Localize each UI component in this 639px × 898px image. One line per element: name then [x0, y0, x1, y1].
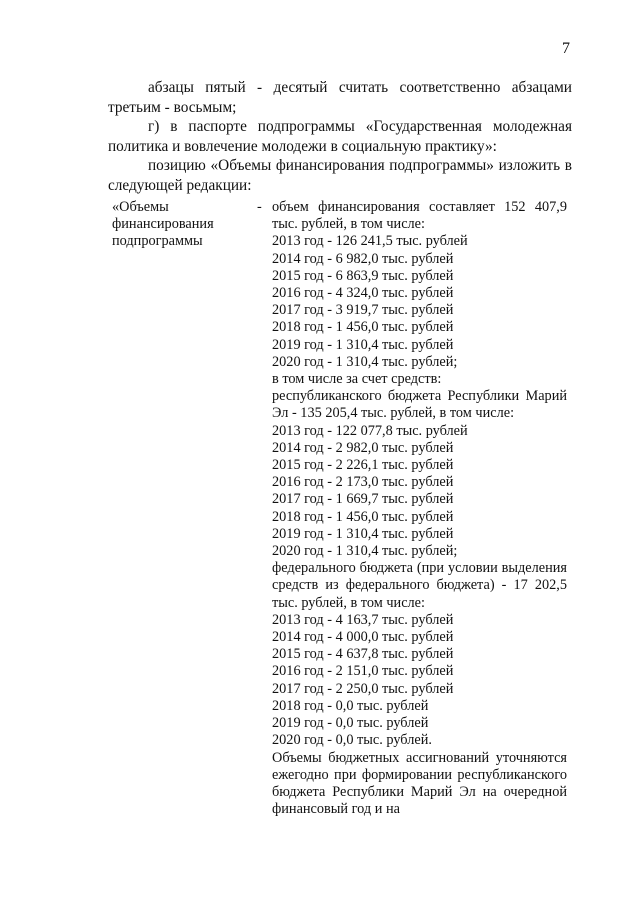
intro-paragraph-3: позицию «Объемы финансирования подпрограммы» изложить в следующей редакции:	[108, 157, 572, 194]
year-line: 2015 год - 6 863,9 тыс. рублей	[272, 267, 454, 284]
year-line: 2015 год - 4 637,8 тыс. рублей	[272, 646, 454, 663]
year-line: 2019 год - 1 310,4 тыс. рублей	[272, 336, 454, 353]
position-label-line: «Объемы	[112, 199, 169, 215]
clarification-text: Объемы бюджетных ассигнований уточняются ежегодно при формировании республиканского бюджета Республики Марий Эл на очередной финансовый год и на	[272, 749, 567, 818]
year-line: 2016 год - 4 324,0 тыс. рублей	[272, 285, 454, 302]
year-line: 2018 год - 1 456,0 тыс. рублей	[272, 319, 454, 336]
year-line: 2017 год - 3 919,7 тыс. рублей	[272, 302, 454, 319]
position-label-line: финансирования	[112, 216, 214, 233]
year-line: 2013 год - 122 077,8 тыс. рублей	[272, 422, 468, 439]
sources-intro: в том числе за счет средств:	[272, 371, 442, 388]
year-line: 2014 год - 2 982,0 тыс. рублей	[272, 439, 454, 456]
year-line: 2018 год - 1 456,0 тыс. рублей	[272, 508, 454, 525]
position-label-line: подпрограммы	[112, 233, 203, 250]
intro-text	[108, 78, 572, 195]
position-dash: -	[257, 199, 262, 215]
republic-budget: республиканского бюджета Республики Марий Эл - 135 205,4 тыс. рублей, в том числе:	[272, 388, 567, 422]
year-line: 2019 год - 1 310,4 тыс. рублей	[272, 525, 454, 542]
year-line: 2014 год - 6 982,0 тыс. рублей	[272, 250, 454, 267]
year-line: 2020 год - 1 310,4 тыс. рублей;	[272, 353, 458, 370]
year-line: 2016 год - 2 173,0 тыс. рублей	[272, 474, 454, 491]
total-financing: объем финансирования составляет 152 407,9 тыс. рублей, в том числе:	[272, 199, 567, 233]
financing-content	[272, 199, 567, 818]
year-line: 2020 год - 1 310,4 тыс. рублей;	[272, 543, 458, 560]
year-line: 2014 год - 4 000,0 тыс. рублей	[272, 629, 454, 646]
year-line: 2016 год - 2 151,0 тыс. рублей	[272, 663, 454, 680]
total-years-list	[272, 233, 567, 371]
year-line: 2015 год - 2 226,1 тыс. рублей	[272, 457, 454, 474]
position-label	[112, 199, 262, 251]
page-number: 7	[562, 40, 570, 57]
republic-years-list	[272, 423, 567, 561]
year-line: 2017 год - 1 669,7 тыс. рублей	[272, 491, 454, 508]
year-line: 2020 год - 0,0 тыс. рублей.	[272, 732, 432, 749]
intro-paragraph-1: абзацы пятый - десятый считать соответственно абзацами третьим - восьмым;	[108, 79, 572, 116]
year-line: 2017 год - 2 250,0 тыс. рублей	[272, 680, 454, 697]
federal-budget: федерального бюджета (при условии выделения средств из федерального бюджета) - 17 202,5 тыс. рублей, в том числе:	[272, 560, 567, 611]
year-line: 2013 год - 4 163,7 тыс. рублей	[272, 611, 454, 628]
year-line: 2019 год - 0,0 тыс. рублей	[272, 715, 429, 732]
intro-paragraph-2: г) в паспорте подпрограммы «Государственная молодежная политика и вовлечение молодежи в социальную практику»:	[108, 118, 572, 155]
year-line: 2013 год - 126 241,5 тыс. рублей	[272, 233, 468, 250]
federal-years-list	[272, 612, 567, 750]
year-line: 2018 год - 0,0 тыс. рублей	[272, 697, 429, 714]
